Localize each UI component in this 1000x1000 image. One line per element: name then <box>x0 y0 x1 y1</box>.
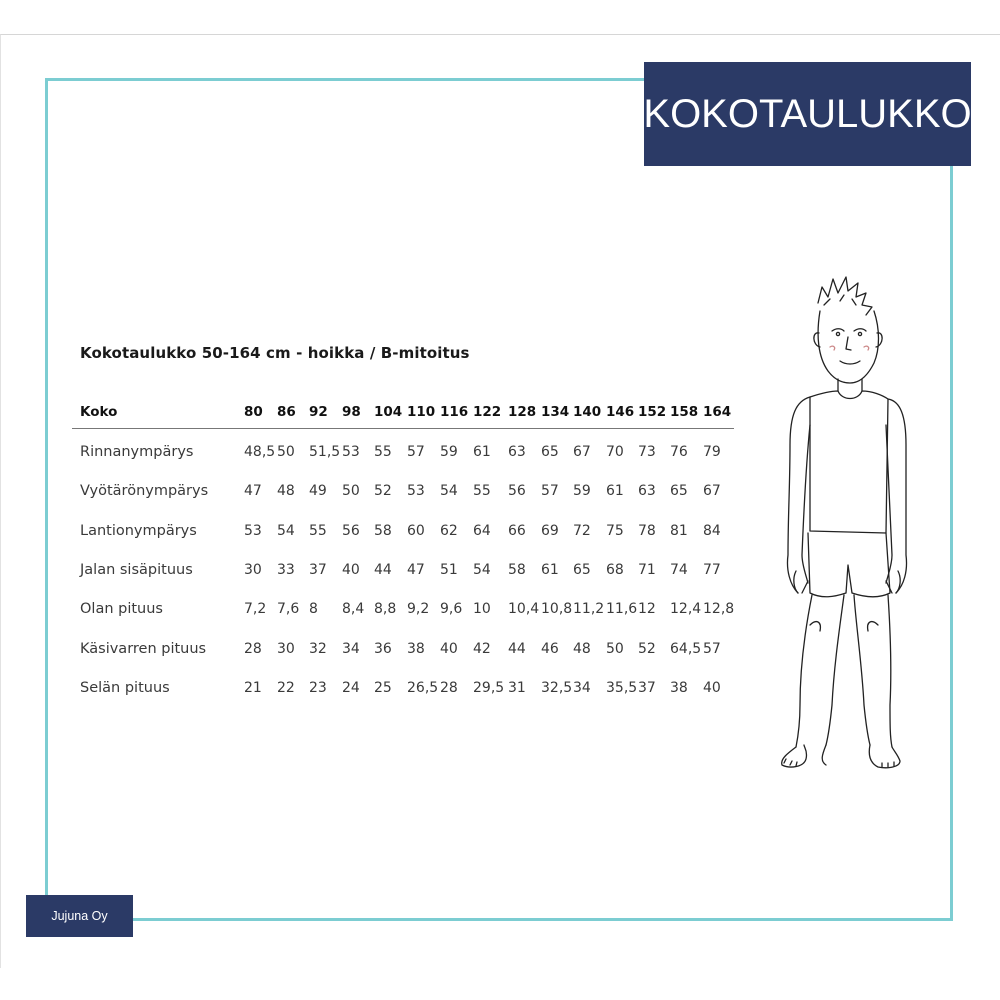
table-cell: 10,8 <box>541 601 573 617</box>
table-cell: 10 <box>473 601 491 617</box>
table-cell: 61 <box>473 444 491 460</box>
table-cell: 51,5 <box>309 444 341 460</box>
table-cell: 44 <box>508 641 526 657</box>
row-label: Vyötärönympärys <box>80 483 209 499</box>
table-cell: 52 <box>374 483 392 499</box>
table-cell: 11,6 <box>606 601 638 617</box>
table-cell: 50 <box>342 483 360 499</box>
table-cell: 53 <box>342 444 360 460</box>
table-row <box>72 523 752 553</box>
row-label: Käsivarren pituus <box>80 641 207 657</box>
table-cell: 52 <box>638 641 656 657</box>
table-cell: 58 <box>374 523 392 539</box>
table-cell: 81 <box>670 523 688 539</box>
table-cell: 76 <box>670 444 688 460</box>
table-cell: 54 <box>277 523 295 539</box>
table-cell: 59 <box>573 483 591 499</box>
table-cell: 62 <box>440 523 458 539</box>
row-label: Olan pituus <box>80 601 163 617</box>
table-cell: 71 <box>638 562 656 578</box>
size-header-cell: 128 <box>508 404 537 420</box>
size-header-cell: 140 <box>573 404 602 420</box>
table-cell: 77 <box>703 562 721 578</box>
table-cell: 50 <box>606 641 624 657</box>
table-cell: 66 <box>508 523 526 539</box>
table-cell: 37 <box>309 562 327 578</box>
footer-company-badge <box>26 895 133 937</box>
table-cell: 44 <box>374 562 392 578</box>
table-cell: 75 <box>606 523 624 539</box>
header-divider <box>72 428 734 429</box>
row-label: Jalan sisäpituus <box>80 562 193 578</box>
table-cell: 37 <box>638 680 656 696</box>
table-cell: 61 <box>541 562 559 578</box>
table-cell: 58 <box>508 562 526 578</box>
table-cell: 33 <box>277 562 295 578</box>
table-cell: 64 <box>473 523 491 539</box>
table-cell: 9,2 <box>407 601 430 617</box>
table-cell: 65 <box>670 483 688 499</box>
table-cell: 57 <box>541 483 559 499</box>
table-cell: 8 <box>309 601 318 617</box>
table-cell: 9,6 <box>440 601 463 617</box>
table-cell: 28 <box>244 641 262 657</box>
page-title <box>644 62 971 166</box>
table-row <box>72 680 752 710</box>
table-cell: 12 <box>638 601 656 617</box>
table-cell: 54 <box>473 562 491 578</box>
table-cell: 53 <box>244 523 262 539</box>
table-cell: 38 <box>407 641 425 657</box>
table-cell: 61 <box>606 483 624 499</box>
table-cell: 10,4 <box>508 601 540 617</box>
table-cell: 50 <box>277 444 295 460</box>
table-cell: 48,5 <box>244 444 276 460</box>
table-cell: 29,5 <box>473 680 505 696</box>
table-cell: 30 <box>277 641 295 657</box>
table-cell: 28 <box>440 680 458 696</box>
table-cell: 21 <box>244 680 262 696</box>
size-header-cell: 116 <box>440 404 469 420</box>
footer-company-text: Jujuna Oy <box>51 909 108 923</box>
table-cell: 53 <box>407 483 425 499</box>
table-cell: 74 <box>670 562 688 578</box>
table-cell: 24 <box>342 680 360 696</box>
table-cell: 54 <box>440 483 458 499</box>
table-cell: 7,6 <box>277 601 300 617</box>
table-cell: 68 <box>606 562 624 578</box>
table-cell: 40 <box>703 680 721 696</box>
table-cell: 51 <box>440 562 458 578</box>
table-cell: 67 <box>703 483 721 499</box>
table-cell: 69 <box>541 523 559 539</box>
table-row <box>72 562 752 592</box>
table-cell: 56 <box>508 483 526 499</box>
size-column-header: Koko <box>80 404 118 420</box>
table-cell: 56 <box>342 523 360 539</box>
size-header-cell: 164 <box>703 404 732 420</box>
table-cell: 47 <box>244 483 262 499</box>
table-cell: 8,4 <box>342 601 365 617</box>
table-cell: 73 <box>638 444 656 460</box>
table-cell: 25 <box>374 680 392 696</box>
table-cell: 23 <box>309 680 327 696</box>
table-cell: 55 <box>309 523 327 539</box>
table-cell: 40 <box>342 562 360 578</box>
table-cell: 57 <box>703 641 721 657</box>
table-cell: 60 <box>407 523 425 539</box>
size-header-cell: 104 <box>374 404 403 420</box>
table-cell: 34 <box>342 641 360 657</box>
table-cell: 49 <box>309 483 327 499</box>
table-cell: 22 <box>277 680 295 696</box>
table-cell: 31 <box>508 680 526 696</box>
table-cell: 40 <box>440 641 458 657</box>
table-cell: 32 <box>309 641 327 657</box>
table-cell: 42 <box>473 641 491 657</box>
table-cell: 12,8 <box>703 601 735 617</box>
table-title: Kokotaulukko 50-164 cm - hoikka / B-mitoitus <box>80 344 470 362</box>
table-cell: 78 <box>638 523 656 539</box>
row-label: Selän pituus <box>80 680 170 696</box>
table-cell: 34 <box>573 680 591 696</box>
table-cell: 38 <box>670 680 688 696</box>
size-header-cell: 152 <box>638 404 667 420</box>
table-cell: 46 <box>541 641 559 657</box>
table-cell: 26,5 <box>407 680 439 696</box>
size-header-cell: 110 <box>407 404 436 420</box>
table-cell: 8,8 <box>374 601 397 617</box>
table-cell: 48 <box>573 641 591 657</box>
table-cell: 11,2 <box>573 601 605 617</box>
table-cell: 79 <box>703 444 721 460</box>
size-header-cell: 80 <box>244 404 263 420</box>
size-header-cell: 86 <box>277 404 296 420</box>
child-figure-illustration <box>770 275 915 775</box>
table-cell: 63 <box>508 444 526 460</box>
table-cell: 84 <box>703 523 721 539</box>
table-cell: 65 <box>573 562 591 578</box>
table-row <box>72 444 752 474</box>
page-title-text: KOKOTAULUKKO <box>643 91 972 136</box>
table-cell: 64,5 <box>670 641 702 657</box>
table-row <box>72 483 752 513</box>
table-cell: 12,4 <box>670 601 702 617</box>
table-row <box>72 641 752 671</box>
size-header-cell: 146 <box>606 404 635 420</box>
row-label: Lantionympärys <box>80 523 197 539</box>
table-cell: 55 <box>374 444 392 460</box>
table-cell: 36 <box>374 641 392 657</box>
table-cell: 32,5 <box>541 680 573 696</box>
size-header-cell: 92 <box>309 404 328 420</box>
row-label: Rinnanympärys <box>80 444 194 460</box>
size-header-cell: 98 <box>342 404 361 420</box>
table-cell: 65 <box>541 444 559 460</box>
size-header-cell: 158 <box>670 404 699 420</box>
size-header-cell: 122 <box>473 404 502 420</box>
table-cell: 47 <box>407 562 425 578</box>
table-cell: 30 <box>244 562 262 578</box>
table-cell: 7,2 <box>244 601 267 617</box>
table-cell: 57 <box>407 444 425 460</box>
table-cell: 48 <box>277 483 295 499</box>
table-cell: 59 <box>440 444 458 460</box>
table-cell: 72 <box>573 523 591 539</box>
table-cell: 67 <box>573 444 591 460</box>
table-row <box>72 601 752 631</box>
table-cell: 55 <box>473 483 491 499</box>
table-header-row <box>72 404 752 434</box>
table-cell: 35,5 <box>606 680 638 696</box>
table-cell: 70 <box>606 444 624 460</box>
table-cell: 63 <box>638 483 656 499</box>
size-header-cell: 134 <box>541 404 570 420</box>
